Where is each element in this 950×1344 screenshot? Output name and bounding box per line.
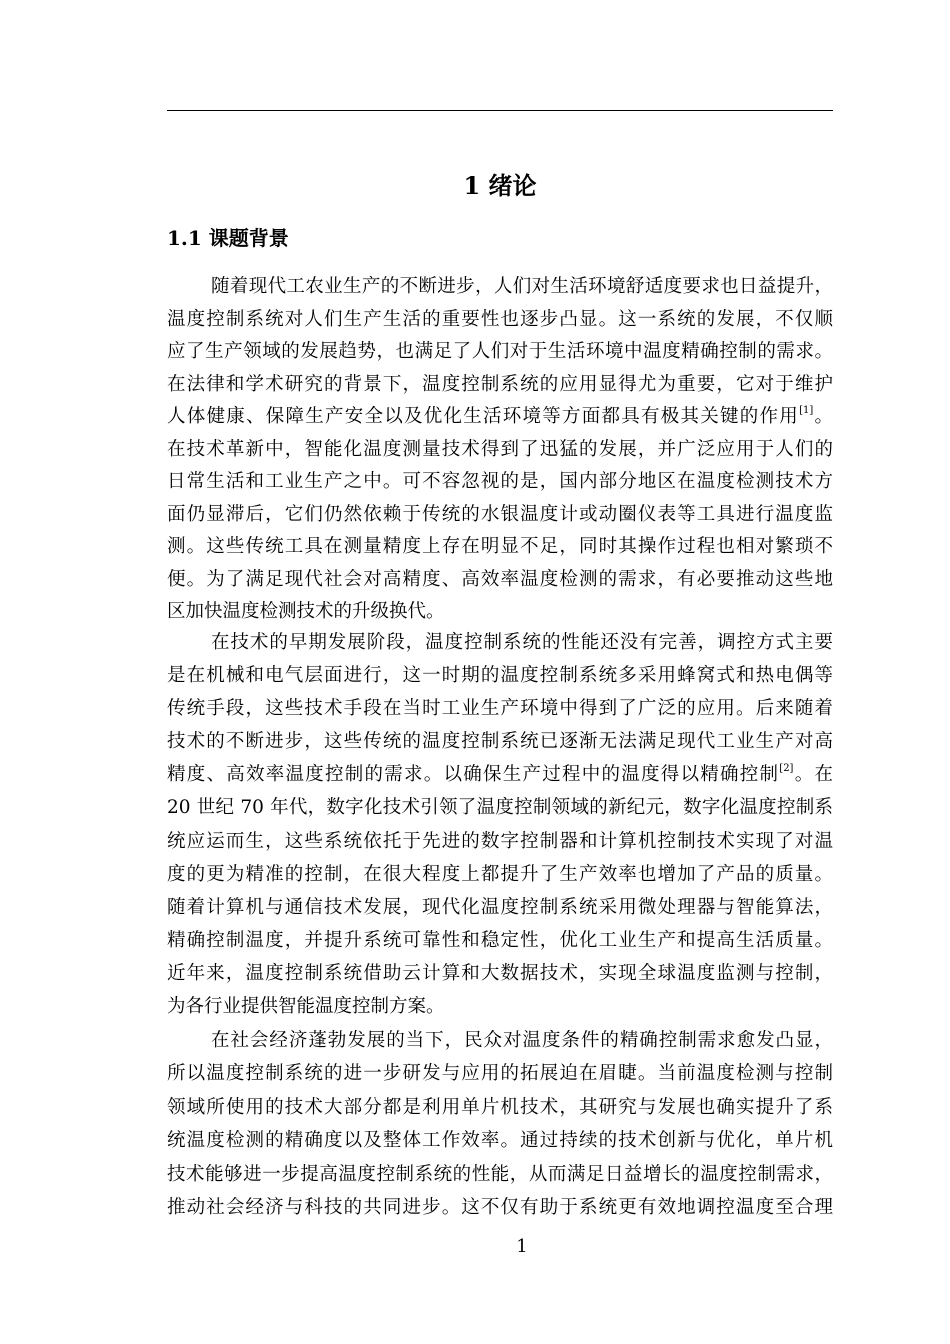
line-text: 。 [813, 406, 833, 427]
line-text: 精度、高效率温度控制的需求。以确保生产过程中的温度得以精确控制 [167, 764, 780, 786]
paragraph-3 [167, 1024, 833, 1224]
text-line: 20 世纪 70 年代，数字化技术引领了温度控制领域的新纪元，数字化温度控制系 [167, 797, 833, 819]
text-line: 领域所使用的技术大部分都是利用单片机技术，其研究与发展也确实提升了系 [167, 1096, 833, 1118]
text-line [167, 401, 833, 434]
text-line: 随着现代工农业生产的不断进步，人们对生活环境舒适度要求也日益提升， [211, 276, 833, 297]
text-line: 所以温度控制系统的进一步研发与应用的拓展迫在眉睫。当前温度检测与控制 [167, 1063, 833, 1085]
text-line [167, 758, 833, 791]
line-text: 。在 [793, 764, 833, 786]
text-line: 温度控制系统对人们生产生活的重要性也逐步凸显。这一系统的发展，不仅顺 [167, 308, 833, 330]
text-line: 应了生产领域的发展趋势，也满足了人们对于生活环境中温度精确控制的需求。 [167, 341, 833, 362]
paragraph-1 [167, 271, 833, 629]
text-line: 技术的不断进步，这些传统的温度控制系统已逐渐无法满足现代工业生产对高 [167, 731, 833, 753]
citation: [1] [799, 405, 814, 416]
text-line: 测。这些传统工具在测量精度上存在明显不足，同时其操作过程也相对繁琐不 [167, 536, 833, 557]
text-line: 面仍显滞后，它们仍然依赖于传统的水银温度计或动圈仪表等工具进行温度监 [167, 503, 833, 525]
header-rule [167, 110, 833, 111]
line-text: 人体健康、保障生产安全以及优化生活环境等方面都具有极其关键的作用 [167, 406, 800, 427]
text-line: 度的更为精准的控制，在很大程度上都提升了生产效率也增加了产品的质量。 [167, 863, 833, 885]
text-line: 在法律和学术研究的背景下，温度控制系统的应用显得尤为重要，它对于维护 [167, 373, 833, 395]
text-line: 技术能够进一步提高温度控制系统的性能，从而满足日益增长的温度控制需求， [167, 1163, 833, 1185]
text-line: 在社会经济蓬勃发展的当下，民众对温度条件的精确控制需求愈发凸显， [211, 1030, 833, 1051]
text-line: 在技术的早期发展阶段，温度控制系统的性能还没有完善，调控方式主要 [211, 632, 833, 653]
text-line: 推动社会经济与科技的共同进步。这不仅有助于系统更有效地调控温度至合理 [167, 1197, 833, 1219]
text-line: 日常生活和工业生产之中。可不容忽视的是，国内部分地区在温度检测技术方 [167, 471, 833, 492]
text-line: 在技术革新中，智能化温度测量技术得到了迅猛的发展，并广泛应用于人们的 [167, 438, 833, 460]
citation: [2] [779, 763, 794, 775]
text-line: 统温度检测的精确度以及整体工作效率。通过持续的技术创新与优化，单片机 [167, 1130, 833, 1152]
text-line: 随着计算机与通信技术发展，现代化温度控制系统采用微处理器与智能算法， [167, 896, 833, 918]
text-line: 精确控制温度，并提升系统可靠性和稳定性，优化工业生产和提高生活质量。 [167, 929, 833, 951]
section-title: 1.1 课题背景 [167, 226, 289, 250]
paragraph-2 [167, 626, 833, 1023]
text-line: 近年来，温度控制系统借助云计算和大数据技术，实现全球温度监测与控制， [167, 962, 833, 984]
text-line: 传统手段，这些技术手段在当时工业生产环境中得到了广泛的应用。后来随着 [167, 698, 833, 720]
text-line: 便。为了满足现代社会对高精度、高效率温度检测的需求，有必要推动这些地 [167, 568, 833, 590]
chapter-title: 1 绪论 [463, 171, 537, 200]
text-line: 是在机械和电气层面进行，这一时期的温度控制系统多采用蜂窝式和热电偶等 [167, 665, 833, 687]
page-number: 1 [516, 1236, 528, 1257]
text-line: 区加快温度检测技术的升级换代。 [167, 601, 445, 622]
text-line: 为各行业提供智能温度控制方案。 [167, 996, 445, 1018]
text-line: 统应运而生，这些系统依托于先进的数字控制器和计算机控制技术实现了对温 [167, 830, 833, 852]
